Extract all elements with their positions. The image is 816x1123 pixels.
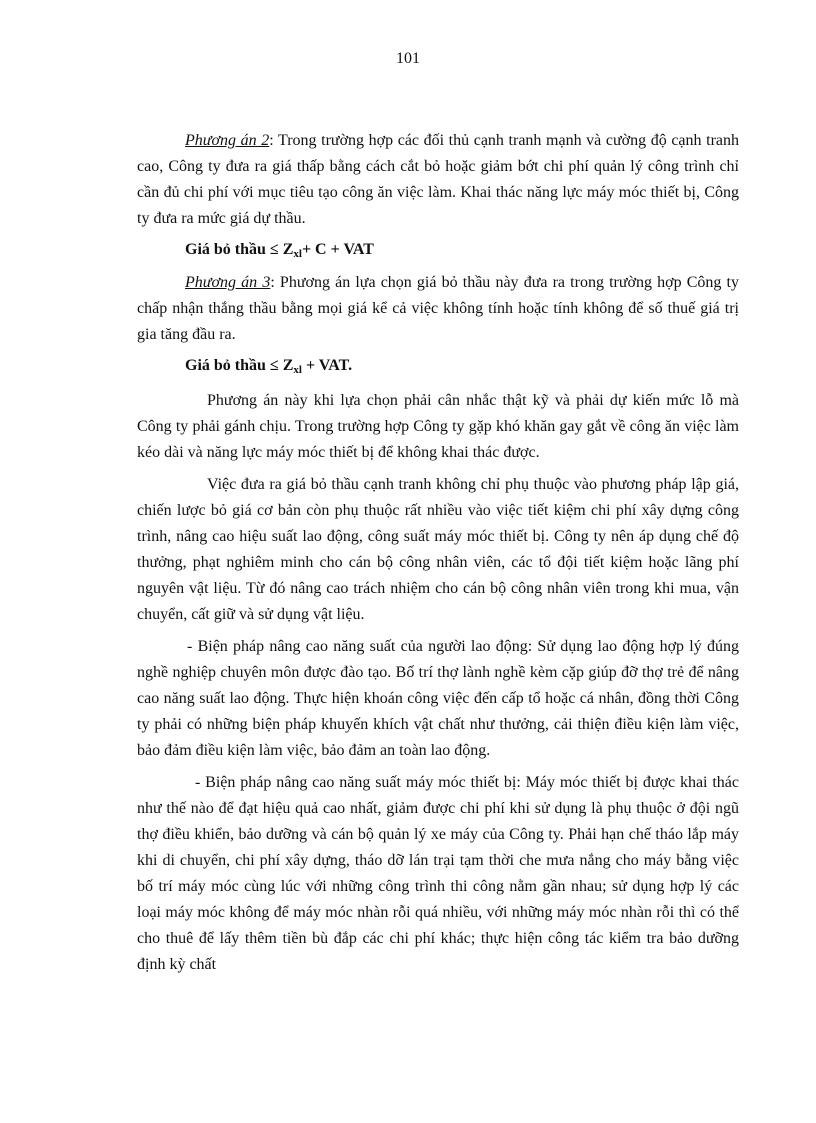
formula-2-prefix: Giá bỏ thầu ≤ Z: [185, 357, 294, 374]
plan-2-lead: Phương án 2: [185, 132, 270, 149]
paragraph-competitive-bid: Việc đưa ra giá bỏ thầu cạnh tranh không chỉ phụ thuộc vào phương pháp lập giá, chiến lược bỏ giá cơ bản còn phụ thuộc rất nhiều vào việc tiết kiệm chi phí xây dựng công trình, nâng cao hiệu suất lao động, công suất máy móc thiết bị. Công ty nên áp dụng chế độ thưởng, phạt nghiêm minh cho cán bộ công nhân viên, các tổ đội tiết kiệm hoặc lãng phí nguyên vật liệu. Từ đó nâng cao trách nhiệm cho cán bộ công nhân viên trong khi mua, vận chuyển, cất giữ và sử dụng vật liệu.: [137, 476, 739, 623]
formula-1-prefix: Giá bỏ thầu ≤ Z: [185, 241, 294, 258]
plan-2-paragraph: [137, 128, 739, 232]
formula-1-suffix: + C + VAT: [301, 241, 374, 258]
paragraph-loss-consideration: Phương án này khi lựa chọn phải cân nhắc thật kỹ và phải dự kiến mức lỗ mà Công ty phải gánh chịu. Trong trường hợp Công ty gặp khó khăn gay gắt về công ăn việc làm kéo dài và năng lực máy móc thiết bị để không khai thác được.: [137, 392, 739, 461]
formula-plan-2: [137, 234, 739, 270]
formula-1-subscript: xl: [293, 248, 302, 260]
document-body: [137, 128, 739, 978]
plan-3-text: : Phương án lựa chọn giá bỏ thầu này đưa ra trong trường hợp Công ty chấp nhận thắng thầu bằng mọi giá kể cả việc không tính hoặc tính không để số thuế giá trị gia tăng đầu ra.: [137, 274, 739, 343]
formula-plan-3: [137, 350, 739, 386]
plan-3-paragraph: [137, 270, 739, 348]
plan-2-text: : Trong trường hợp các đối thủ cạnh tranh mạnh và cường độ cạnh tranh cao, Công ty đưa ra giá thấp bằng cách cắt bỏ hoặc giảm bớt chi phí quản lý công trình chỉ cần đủ chi phí với mục tiêu tạo công ăn việc làm. Khai thác năng lực máy móc thiết bị, Công ty đưa ra mức giá dự thầu.: [137, 132, 739, 227]
paragraph-labor-productivity: - Biện pháp nâng cao năng suất của người lao động: Sử dụng lao động hợp lý đúng nghề nghiệp chuyên môn được đào tạo. Bố trí thợ lành nghề kèm cặp giúp đỡ thợ trẻ để nâng cao năng suất lao động. Thực hiện khoán công việc đến cấp tổ hoặc cá nhân, đồng thời Công ty phải có những biện pháp khuyến khích vật chất như thưởng, cải thiện điều kiện làm việc, bảo đảm điều kiện làm việc, bảo đảm an toàn lao động.: [137, 638, 739, 759]
formula-2-suffix: + VAT.: [301, 357, 353, 374]
formula-2-subscript: xl: [293, 364, 302, 376]
paragraph-machine-productivity: - Biện pháp nâng cao năng suất máy móc thiết bị: Máy móc thiết bị được khai thác như thế nào để đạt hiệu quả cao nhất, giảm được chi phí khi sử dụng là phụ thuộc ở đội ngũ thợ điều khiển, bảo dưỡng và cán bộ quản lý xe máy của Công ty. Phải hạn chế tháo lắp máy khi di chuyển, chi phí xây dựng, tháo dỡ lán trại tạm thời che mưa nắng cho máy bằng việc bố trí máy móc cùng lúc với những công trình thi công nằm gần nhau; sử dụng hợp lý các loại máy móc không để máy móc nhàn rỗi quá nhiều, với những máy móc nhàn rỗi thì có thể cho thuê để lấy thêm tiền bù đắp các chi phí khác; thực hiện công tác kiểm tra bảo dưỡng định kỳ chất: [137, 774, 739, 973]
plan-3-lead: Phương án 3: [185, 274, 271, 291]
page-number: 101: [396, 50, 420, 67]
